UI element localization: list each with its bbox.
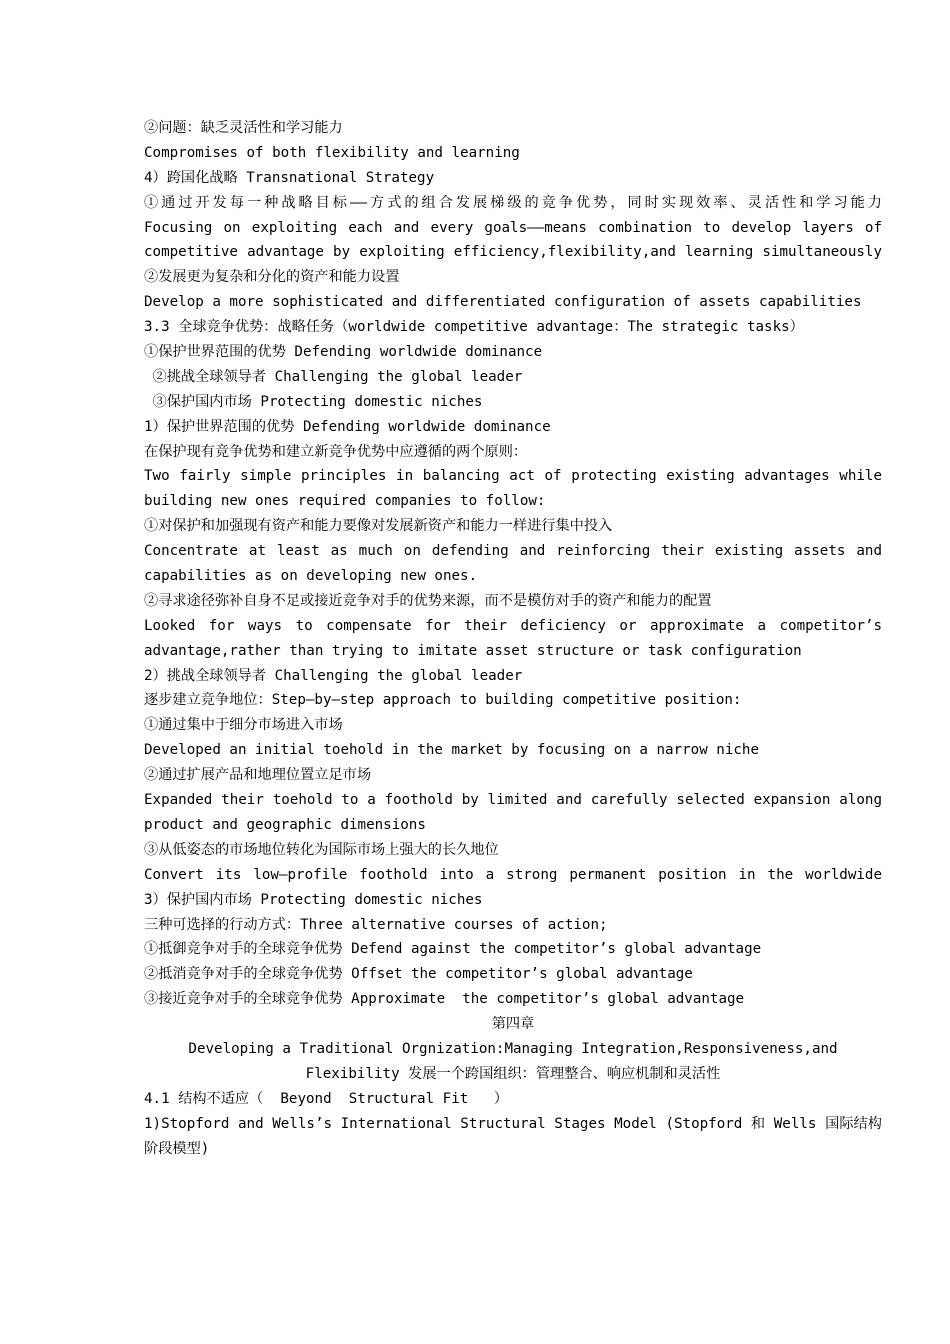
text-line: advantage,rather than trying to imitate asset structure or task configuration [144,642,802,659]
text-line: Looked for ways to compensate for their deficiency or approximate a competitor’s [144,617,882,634]
text-line: ②通过扩展产品和地理位置立足市场 [144,767,372,784]
text-line: Expanded their toehold to a foothold by limited and carefully selected expansion along [144,792,882,809]
text-line: ①通过集中于细分市场进入市场 [144,717,343,734]
text-line: Focusing on exploiting each and every goals——means combination to develop layers of [144,219,882,236]
text-line: product and geographic dimensions [144,816,426,833]
section-heading: 4.1 结构不适应（ Beyond Structural Fit ） [144,1090,509,1107]
text-line: ②抵消竞争对手的全球竞争优势 Offset the competitor’s global advantage [144,966,693,983]
document-page [144,116,882,1161]
text-line: Developed an initial toehold in the market by focusing on a narrow niche [144,742,759,759]
section-heading: 2）挑战全球领导者 Challenging the global leader [144,667,523,684]
chapter-subtitle: Flexibility 发展一个跨国组织：管理整合、响应机制和灵活性 [305,1065,721,1082]
text-line: Compromises of both flexibility and learning [144,144,520,161]
text-line: Convert its low—profile foothold into a strong permanent position in the worldwide [144,866,882,883]
section-heading: 3）保护国内市场 Protecting domestic niches [144,891,483,908]
text-line: ①对保护和加强现有资产和能力要像对发展新资产和能力一样进行集中投入 [144,518,613,535]
section-heading: 1）保护世界范围的优势 Defending worldwide dominance [144,418,551,435]
text-line: ②寻求途径弥补自身不足或接近竞争对手的优势来源，而不是模仿对手的资产和能力的配置 [144,592,712,609]
text-line: ③从低姿态的市场地位转化为国际市场上强大的长久地位 [144,841,499,858]
text-line: capabilities as on developing new ones. [144,568,478,585]
section-heading: 4）跨国化战略 Transnational Strategy [144,169,435,186]
text-line: ②问题：缺乏灵活性和学习能力 [144,120,343,136]
text-line: 在保护现有竞争优势和建立新竞争优势中应遵循的两个原则： [144,443,528,460]
text-line: 1)Stopford and Wells’s International Structural Stages Model (Stopford 和 Wells 国际结构 [144,1115,882,1132]
chapter-title: 第四章 [491,1016,535,1033]
section-heading: 3.3 全球竞争优势：战略任务（worldwide competitive advantage：The strategic tasks） [144,319,804,336]
text-line: 阶段模型) [144,1140,210,1157]
text-line: 逐步建立竞争地位：Step—by—step approach to building competitive position: [144,692,742,709]
text-line: ③保护国内市场 Protecting domestic niches [144,393,483,410]
text-line: ①通过开发每一种战略目标——方式的组合发展梯级的竞争优势，同时实现效率、灵活性和学习能力 [144,194,882,211]
text-line: Develop a more sophisticated and differentiated configuration of assets capabilities [144,294,862,311]
text-line: 三种可选择的行动方式：Three alternative courses of action; [144,916,608,933]
text-line: ①保护世界范围的优势 Defending worldwide dominance [144,344,543,361]
text-line: ②挑战全球领导者 Challenging the global leader [144,368,523,385]
text-line: ③接近竞争对手的全球竞争优势 Approximate the competitor’s global advantage [144,991,745,1008]
text-line: ②发展更为复杂和分化的资产和能力设置 [144,269,400,286]
text-line: Two fairly simple principles in balancing act of protecting existing advantages while [144,468,882,485]
text-line: competitive advantage by exploiting efficiency,flexibility,and learning simultaneously [144,244,882,261]
text-line: Concentrate at least as much on defending and reinforcing their existing assets and [144,543,882,560]
chapter-subtitle: Developing a Traditional Orgnization:Managing Integration,Responsiveness,and [188,1040,838,1057]
text-line: ①抵御竞争对手的全球竞争优势 Defend against the competitor’s global advantage [144,941,762,958]
text-line: building new ones required companies to follow: [144,493,546,510]
